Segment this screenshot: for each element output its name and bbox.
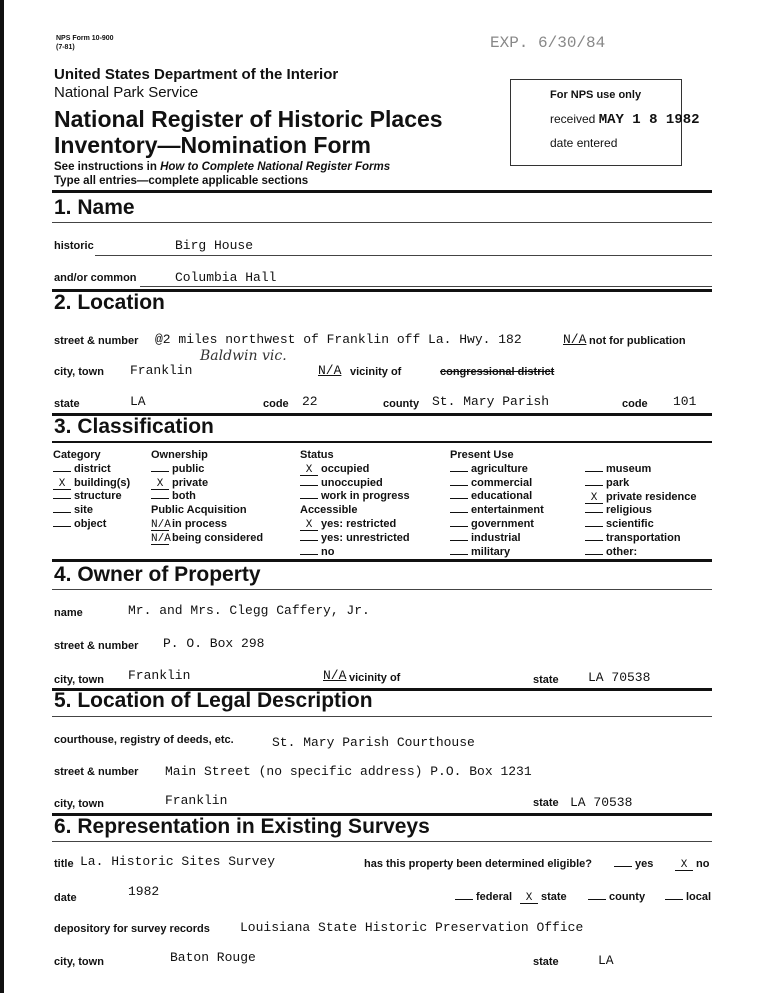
- nps-use-box: [510, 79, 700, 166]
- form-title-2: Inventory—Nomination Form: [54, 132, 371, 158]
- congressional-district-label: congressional district: [440, 366, 555, 378]
- eligible-yes: yes: [614, 858, 653, 870]
- section-2-heading: 2. Location: [54, 291, 165, 314]
- depository-state-label: state: [533, 956, 559, 968]
- legal-state: LA 70538: [570, 795, 633, 810]
- legal-street: Main Street (no specific address) P.O. Box 1231: [165, 764, 532, 779]
- department: United States Department of the Interior: [54, 66, 339, 83]
- section-4-heading: 4. Owner of Property: [54, 563, 261, 586]
- depository-city: Baton Rouge: [170, 950, 256, 965]
- legal-city-label: city, town: [54, 798, 104, 810]
- category-column: Category district X building(s) structure site object: [53, 449, 131, 530]
- common-name: Columbia Hall: [175, 270, 277, 285]
- historic-name: Birg House: [175, 238, 254, 253]
- level-local: local: [665, 891, 711, 903]
- depository-label: depository for survey records: [54, 923, 210, 935]
- instructions: See instructions in How to Complete National Register Forms: [54, 161, 391, 173]
- eligible-question: has this property been determined eligible?: [364, 858, 592, 870]
- service: National Park Service: [54, 84, 199, 101]
- county: St. Mary Parish: [432, 394, 550, 409]
- ownership-column: Ownership public X private both Public Acquisition N/Ain process N/Abeing considered: [151, 449, 264, 545]
- city-label: city, town: [54, 366, 104, 378]
- owner-city-label: city, town: [54, 674, 104, 686]
- section-5-heading: 5. Location of Legal Description: [54, 689, 373, 712]
- location-state: LA: [130, 394, 146, 409]
- vicinity-value: N/A: [318, 363, 342, 378]
- owner-street-label: street & number: [54, 640, 139, 652]
- form-number: NPS Form 10-900: [56, 35, 114, 42]
- location-city: Franklin: [130, 363, 193, 378]
- vicinity-label: vicinity of: [350, 366, 402, 378]
- owner-vicinity-label: vicinity of: [349, 672, 401, 684]
- owner-city: Franklin: [128, 668, 191, 683]
- owner-name-label: name: [54, 607, 83, 619]
- survey-title: La. Historic Sites Survey: [80, 854, 276, 869]
- present-use-column-1: Present Use agriculture commercial educational entertainment government industrial military: [450, 449, 544, 558]
- legal-state-label: state: [533, 797, 559, 809]
- street-label: street & number: [54, 335, 139, 347]
- status-column: Status X occupied unoccupied work in progress Accessible X yes: restricted yes: unrestricted no: [300, 449, 410, 558]
- form-date: (7-81): [56, 44, 75, 51]
- owner-street: P. O. Box 298: [163, 636, 265, 651]
- historic-label: historic: [54, 240, 94, 252]
- nfp-value: N/A: [563, 332, 587, 347]
- location-street: @2 miles northwest of Franklin off La. Hwy. 182: [155, 332, 522, 347]
- county-label: county: [383, 398, 420, 410]
- code-label: code: [263, 398, 289, 410]
- level-state: X state: [520, 891, 567, 904]
- legal-street-label: street & number: [54, 766, 139, 778]
- owner-state-label: state: [533, 674, 559, 686]
- nps-box-title: For NPS use only: [550, 89, 642, 101]
- form-title-1: National Register of Historic Places: [54, 106, 443, 132]
- depository: Louisiana State Historic Preservation Office: [240, 920, 584, 935]
- survey-title-label: title: [54, 858, 74, 870]
- owner-name: Mr. and Mrs. Clegg Caffery, Jr.: [128, 603, 370, 618]
- survey-date-label: date: [54, 892, 77, 904]
- owner-state: LA 70538: [588, 670, 651, 685]
- legal-city: Franklin: [165, 793, 228, 808]
- courthouse-label: courthouse, registry of deeds, etc.: [54, 734, 234, 746]
- common-label: and/or common: [54, 272, 137, 284]
- state-label: state: [54, 398, 80, 410]
- eligible-no: X no: [675, 858, 709, 871]
- depository-state: LA: [598, 953, 614, 968]
- handwritten-vicinity: Baldwin vic.: [200, 348, 287, 364]
- expiry-stamp: EXP. 6/30/84: [490, 34, 606, 52]
- county-code: 101: [673, 394, 697, 409]
- level-federal: federal: [455, 891, 512, 903]
- nfp-label: not for publication: [589, 335, 686, 347]
- level-county: county: [588, 891, 645, 903]
- state-code: 22: [302, 394, 318, 409]
- section-3-heading: 3. Classification: [54, 415, 214, 438]
- owner-vicinity-value: N/A: [323, 668, 347, 683]
- scan-edge: [0, 0, 4, 993]
- depository-city-label: city, town: [54, 956, 104, 968]
- survey-date: 1982: [128, 884, 160, 899]
- section-1-heading: 1. Name: [54, 196, 135, 219]
- received: received MAY 1 8 1982: [550, 112, 700, 128]
- county-code-label: code: [622, 398, 648, 410]
- section-6-heading: 6. Representation in Existing Surveys: [54, 815, 430, 838]
- courthouse: St. Mary Parish Courthouse: [272, 735, 475, 750]
- date-entered-label: date entered: [550, 136, 618, 150]
- instructions-2: Type all entries—complete applicable sections: [54, 175, 309, 187]
- present-use-column-2: museum park X private residence religious scientific transportation other:: [585, 463, 697, 560]
